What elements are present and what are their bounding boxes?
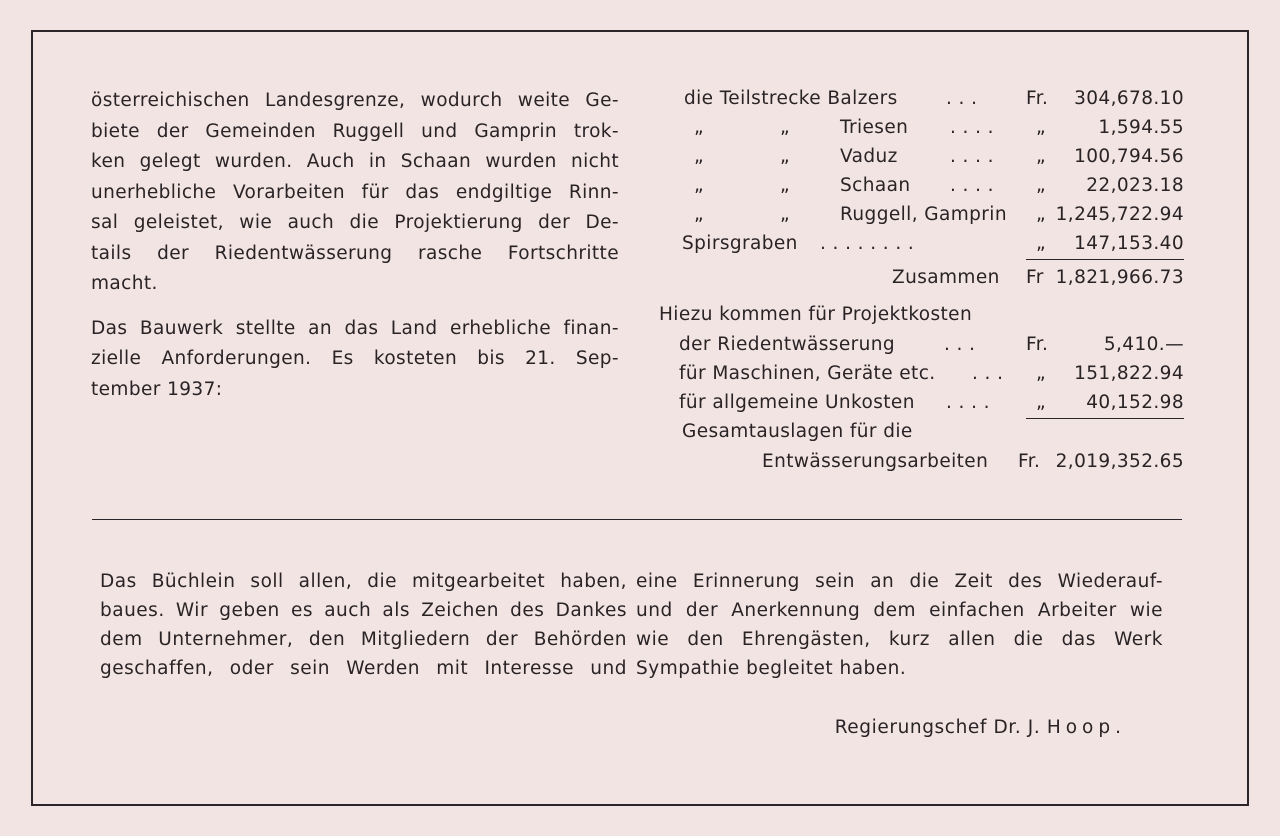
- ditto-mark: „: [780, 117, 790, 138]
- grand-label: Entwässerungsarbeiten: [762, 451, 989, 472]
- extra-amount: 151,822.94: [1074, 363, 1184, 384]
- text-line: sal geleistet, wie auch die Projektierung der De-: [91, 212, 619, 233]
- ditto-mark: „: [694, 146, 704, 167]
- cost-row: [0, 233, 1280, 259]
- text-line: eine Erinnerung sein an die Zeit des Wiederauf-: [636, 571, 1163, 592]
- currency: „: [1036, 233, 1046, 254]
- dot-leader: . . . .: [950, 175, 994, 196]
- text-line: tember 1937:: [91, 378, 223, 400]
- extra-row: [0, 334, 1280, 360]
- text-line: biete der Gemeinden Ruggell und Gamprin trok-: [91, 120, 619, 142]
- currency: „: [1036, 363, 1046, 384]
- closing-right: [636, 567, 1163, 683]
- currency: Fr.: [1026, 334, 1049, 355]
- sum-rule: [1026, 418, 1184, 419]
- ditto-mark: „: [694, 117, 704, 138]
- ditto-mark: „: [694, 204, 704, 225]
- text-line: Sympathie begleitet haben.: [636, 658, 907, 679]
- grand-total-amount: 2,019,352.65: [1055, 451, 1184, 472]
- signature: [835, 717, 1126, 738]
- currency: „: [1036, 392, 1046, 413]
- text-line: österreichischen Landesgrenze, wodurch weite Ge-: [91, 90, 619, 111]
- total-row: [0, 267, 1280, 293]
- cost-row: [0, 175, 1280, 201]
- currency: „: [1036, 117, 1046, 138]
- currency: „: [1036, 146, 1046, 167]
- cost-amount: 22,023.18: [1086, 175, 1184, 196]
- total-label: Zusammen: [892, 267, 1000, 288]
- text-line: Das Bauwerk stellte an das Land erhebliche finan-: [91, 317, 619, 339]
- grand-label-row: [0, 421, 1280, 447]
- extra-row: [0, 363, 1280, 389]
- text-line: unerhebliche Vorarbeiten für das endgiltige Rinn-: [91, 181, 619, 203]
- cost-amount: 100,794.56: [1074, 146, 1184, 167]
- currency: „: [1036, 204, 1046, 225]
- cost-label: Spirsgraben: [682, 233, 798, 254]
- cost-row: [0, 117, 1280, 143]
- text-line: tails der Riedentwässerung rasche Fortschritte: [91, 242, 619, 264]
- extra-label: für allgemeine Unkosten: [679, 392, 915, 413]
- cost-amount: 147,153.40: [1074, 233, 1184, 254]
- dot-leader: . . . .: [946, 392, 990, 413]
- cost-amount: 1,594.55: [1098, 117, 1184, 138]
- sum-rule: [1026, 259, 1184, 260]
- closing-left: [100, 567, 627, 683]
- extra-label: der Riedentwässerung: [679, 334, 896, 355]
- signature-name: Hoop.: [1046, 717, 1126, 738]
- dot-leader: . . . .: [950, 146, 994, 167]
- currency: Fr: [1026, 267, 1044, 288]
- cost-amount: 304,678.10: [1074, 88, 1184, 109]
- cost-label: Ruggell, Gamprin: [840, 204, 1007, 225]
- cost-label: Triesen: [840, 117, 909, 138]
- text-line: dem Unternehmer, den Mitgliedern der Behörden: [100, 629, 627, 650]
- text-line: geschaffen, oder sein Werden mit Interesse und: [100, 658, 627, 679]
- grand-label: Gesamtauslagen für die: [682, 421, 913, 442]
- dot-leader: . . .: [972, 363, 1004, 384]
- ditto-mark: „: [694, 175, 704, 196]
- ditto-mark: „: [780, 204, 790, 225]
- cost-amount: 1,245,722.94: [1055, 204, 1184, 225]
- currency: Fr.: [1026, 88, 1049, 109]
- extra-heading-row: [0, 304, 1280, 330]
- text-line: macht.: [91, 273, 158, 294]
- signature-title: Regierungschef Dr. J.: [834, 717, 1041, 738]
- extra-amount: 40,152.98: [1086, 392, 1184, 413]
- text-line: ken gelegt wurden. Auch in Schaan wurden nicht: [91, 151, 619, 172]
- extra-amount: 5,410.—: [1103, 334, 1184, 355]
- total-amount: 1,821,966.73: [1055, 267, 1184, 288]
- text-line: und der Anerkennung dem einfachen Arbeiter wie: [636, 600, 1163, 621]
- ditto-mark: „: [780, 146, 790, 167]
- cost-row: [0, 204, 1280, 230]
- text-line: wie den Ehrengästen, kurz allen die das Werk: [636, 629, 1163, 650]
- text-line: Das Büchlein soll allen, die mitgearbeitet haben,: [100, 571, 627, 592]
- currency: Fr.: [1018, 451, 1041, 472]
- cost-row: [0, 88, 1280, 114]
- extra-row: [0, 392, 1280, 418]
- dot-leader: . . .: [944, 334, 976, 355]
- cost-label: Vaduz: [840, 146, 898, 167]
- grand-total-row: [0, 451, 1280, 477]
- extra-heading: Hiezu kommen für Projektkosten: [659, 304, 973, 325]
- text-line: zielle Anforderungen. Es kosteten bis 21. Sep-: [91, 348, 619, 369]
- cost-label: Schaan: [840, 175, 911, 196]
- dot-leader: . . . .: [950, 117, 994, 138]
- cost-label: die Teilstrecke Balzers: [684, 88, 898, 109]
- dot-leader: . . . . . . . .: [820, 233, 915, 254]
- text-line: baues. Wir geben es auch als Zeichen des Dankes: [100, 600, 627, 621]
- currency: „: [1036, 175, 1046, 196]
- cost-row: [0, 146, 1280, 172]
- ditto-mark: „: [780, 175, 790, 196]
- extra-label: für Maschinen, Geräte etc.: [679, 363, 936, 384]
- dot-leader: . . .: [946, 88, 978, 109]
- divider-line: [92, 519, 1182, 520]
